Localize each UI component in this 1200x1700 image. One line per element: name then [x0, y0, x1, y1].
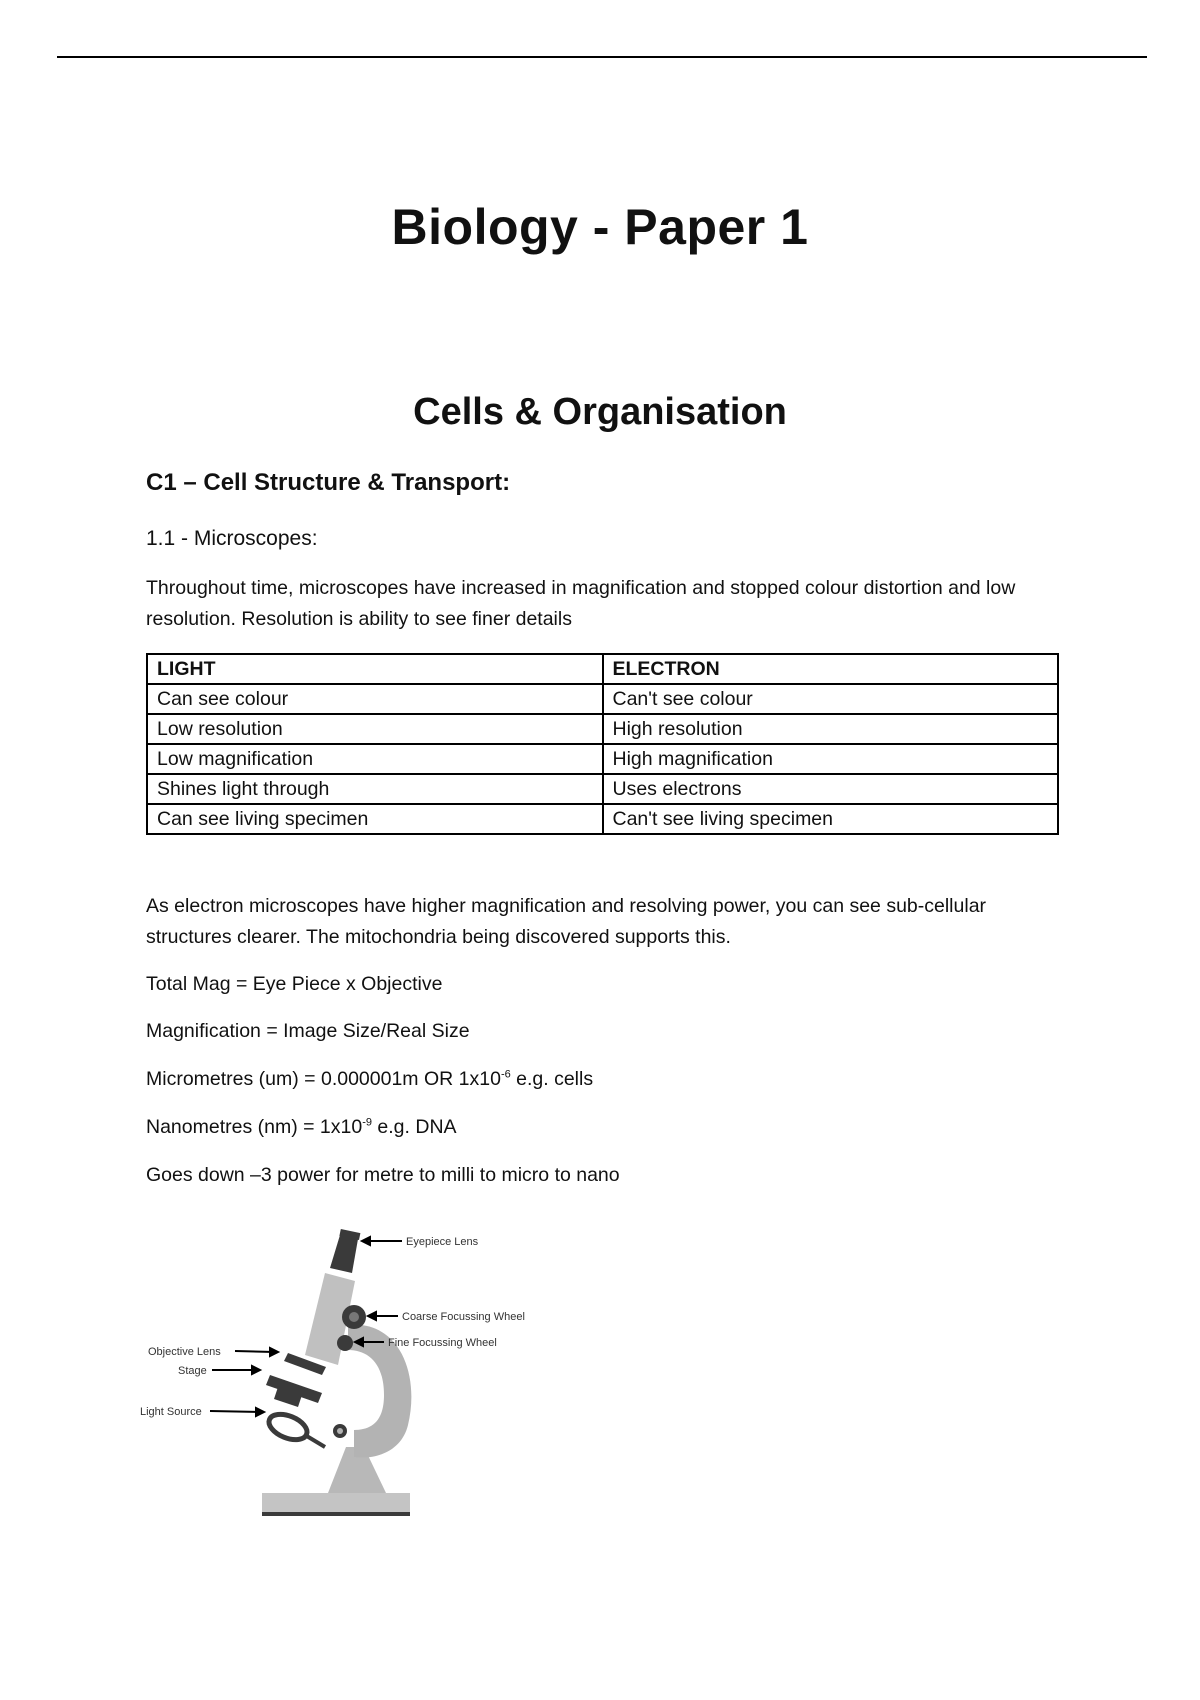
mirror-stem: [305, 1435, 325, 1447]
pillar-knob-hub: [337, 1428, 343, 1434]
nanometres-text: Nanometres (nm) = 1x10: [146, 1116, 363, 1138]
intro-paragraph: Throughout time, microscopes have increased in magnification and stopped colour distortion and low resolution. Resolution is ability to see finer details: [146, 577, 1016, 630]
label-objective-lens: Objective Lens: [148, 1346, 221, 1358]
table-cell: Low magnification: [147, 744, 603, 774]
table-row: [147, 684, 1058, 714]
total-mag-formula: Total Mag = Eye Piece x Objective: [146, 973, 443, 995]
section-title: Cells & Organisation: [413, 391, 787, 433]
nanometres-line: [146, 1116, 457, 1139]
microscope-diagram: [140, 1225, 600, 1525]
magnification-formula: Magnification = Image Size/Real Size: [146, 1020, 470, 1042]
table-cell: Can't see colour: [603, 684, 1059, 714]
header-electron: ELECTRON: [603, 654, 1059, 684]
arrowhead-stage: [252, 1366, 260, 1374]
header-light: LIGHT: [147, 654, 603, 684]
arrowhead-eyepiece: [362, 1237, 370, 1245]
label-fine-focussing-wheel: Fine Focussing Wheel: [388, 1337, 497, 1349]
microscope-comparison-table: [146, 653, 1059, 835]
table-cell: Can see living specimen: [147, 804, 603, 834]
micrometres-text: Micrometres (um) = 0.000001m OR 1x10: [146, 1068, 501, 1090]
eyepiece-lens: [330, 1235, 358, 1273]
electron-paragraph: As electron microscopes have higher magnification and resolving power, you can see sub-cellular structures clearer. The mitochondria being discovered supports this.: [146, 895, 987, 948]
chapter-heading: C1 – Cell Structure & Transport:: [146, 469, 511, 496]
topic-heading: 1.1 - Microscopes:: [146, 527, 318, 550]
table-row: [147, 804, 1058, 834]
nanometres-example: e.g. DNA: [372, 1116, 457, 1138]
table-row: [147, 714, 1058, 744]
micrometres-example: e.g. cells: [510, 1068, 594, 1090]
table-cell: High magnification: [603, 744, 1059, 774]
micrometres-line: [146, 1068, 593, 1091]
nanometres-exponent: -9: [362, 1116, 372, 1129]
table-cell: Low resolution: [147, 714, 603, 744]
arrowhead-coarse: [368, 1312, 376, 1320]
micrometres-exponent: -6: [500, 1068, 511, 1081]
table-row: [147, 744, 1058, 774]
table-row: [147, 774, 1058, 804]
table-cell: High resolution: [603, 714, 1059, 744]
microscope-base-shadow: [262, 1512, 410, 1516]
arrow-light: [210, 1411, 260, 1412]
table-cell: Can see colour: [147, 684, 603, 714]
arrowhead-objective: [270, 1348, 278, 1356]
label-eyepiece-lens: Eyepiece Lens: [406, 1236, 479, 1248]
fine-focussing-wheel: [337, 1335, 353, 1351]
coarse-wheel-hub: [349, 1312, 359, 1322]
table-header-row: [147, 654, 1058, 684]
table-cell: Uses electrons: [603, 774, 1059, 804]
light-source-mirror: [265, 1409, 310, 1444]
arrowhead-light: [256, 1408, 264, 1416]
label-stage: Stage: [178, 1365, 207, 1377]
page-title: Biology - Paper 1: [391, 199, 809, 255]
arrow-objective: [235, 1351, 274, 1352]
power-note: Goes down –3 power for metre to milli to micro to nano: [146, 1164, 620, 1186]
table-cell: Shines light through: [147, 774, 603, 804]
top-rule: [57, 56, 1147, 58]
label-light-source: Light Source: [140, 1406, 202, 1418]
label-coarse-focussing-wheel: Coarse Focussing Wheel: [402, 1311, 525, 1323]
table-cell: Can't see living specimen: [603, 804, 1059, 834]
microscope-base: [262, 1493, 410, 1515]
